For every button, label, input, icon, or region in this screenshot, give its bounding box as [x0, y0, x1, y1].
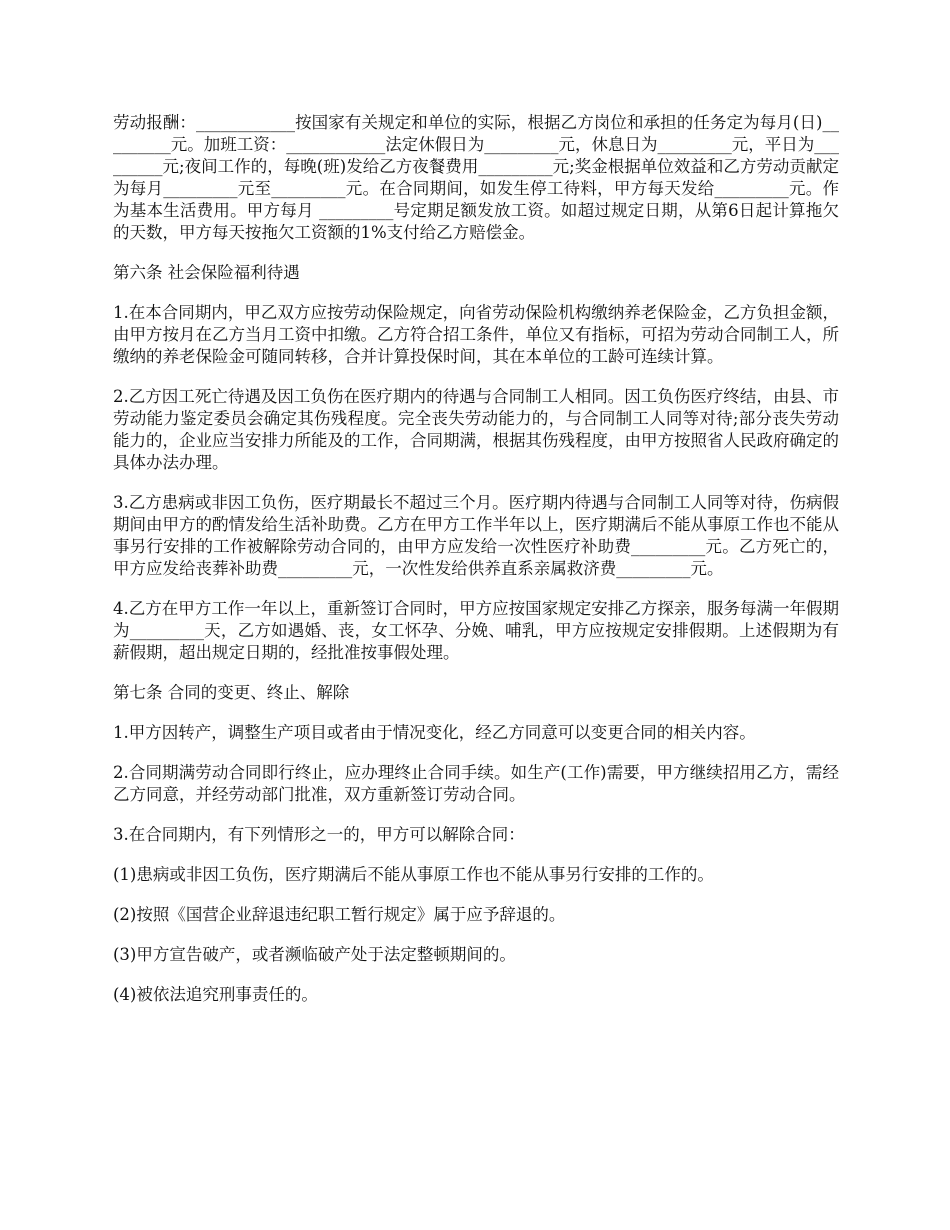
list-item-4: (4)被依法追究刑事责任的。 — [113, 985, 318, 1004]
section-heading-article-7: 第七条 合同的变更、终止、解除 — [113, 683, 350, 702]
list-item-1: (1)患病或非因工负伤，医疗期满后不能从事原工作也不能从事另行安排的工作的。 — [113, 865, 714, 884]
document-page — [113, 112, 839, 1024]
paragraph-wages: 劳动报酬：____________按国家有关规定和单位的实际，根据乙方岗位和承担的任务定为每月(日)_________元。加班工资：____________法定休假日为_________元，休息日为_________元，平日为_________元;夜间工作的，每晚(班)发给乙方夜餐费用_________元;奖金根据单位效益和乙方劳动贡献定为每月_________元至_________元。在合同期间，如发生停工待料，甲方每天发给_________元。作为基本生活费用。甲方每月 _________号定期足额发放工资。如超过规定日期，从第6日起计算拖欠的天数，甲方每天按拖欠工资额的1%支付给乙方赔偿金。 — [113, 113, 839, 242]
paragraph-7-2: 2.合同期满劳动合同即行终止，应办理终止合同手续。如生产(工作)需要，甲方继续招用乙方，需经乙方同意，并经劳动部门批准，双方重新签订劳动合同。 — [113, 763, 839, 804]
list-item-2: (2)按照《国营企业辞退违纪职工暂行规定》属于应予辞退的。 — [113, 905, 566, 924]
section-heading-article-6: 第六条 社会保险福利待遇 — [113, 263, 300, 282]
paragraph-7-3: 3.在合同期内，有下列情形之一的，甲方可以解除合同： — [113, 825, 525, 844]
paragraph-6-1: 1.在本合同期内，甲乙双方应按劳动保险规定，向省劳动保险机构缴纳养老保险金，乙方负担金额，由甲方按月在乙方当月工资中扣缴。乙方符合招工条件，单位又有指标，可招为劳动合同制工人，所缴纳的养老保险金可随同转移，合并计算投保时间，其在本单位的工龄可连续计算。 — [113, 303, 839, 366]
paragraph-7-1: 1.甲方因转产，调整生产项目或者由于情况变化，经乙方同意可以变更合同的相关内容。 — [113, 723, 756, 742]
paragraph-6-4: 4.乙方在甲方工作一年以上，重新签订合同时，甲方应按国家规定安排乙方探亲，服务每满一年假期为_________天，乙方如遇婚、丧，女工怀孕、分娩、哺乳，甲方应按规定安排假期。上述假期为有薪假期，超出规定日期的，经批准按事假处理。 — [113, 599, 839, 662]
list-item-3: (3)甲方宣告破产，或者濒临破产处于法定整顿期间的。 — [113, 945, 516, 964]
paragraph-6-3: 3.乙方患病或非因工负伤，医疗期最长不超过三个月。医疗期内待遇与合同制工人同等对待，伤病假期间由甲方的酌情发给生活补助费。乙方在甲方工作半年以上，医疗期满后不能从事原工作也不能从事另行安排的工作被解除劳动合同的，由甲方应发给一次性医疗补助费_________元。乙方死亡的，甲方应发给丧葬补助费_________元，一次性发给供养直系亲属救济费_________元。 — [113, 493, 839, 578]
paragraph-6-2: 2.乙方因工死亡待遇及因工负伤在医疗期内的待遇与合同制工人相同。因工负伤医疗终结，由县、市劳动能力鉴定委员会确定其伤残程度。完全丧失劳动能力的，与合同制工人同等对待;部分丧失劳动能力的，企业应当安排力所能及的工作，合同期满，根据其伤残程度，由甲方按照省人民政府确定的具体办法办理。 — [113, 387, 839, 472]
